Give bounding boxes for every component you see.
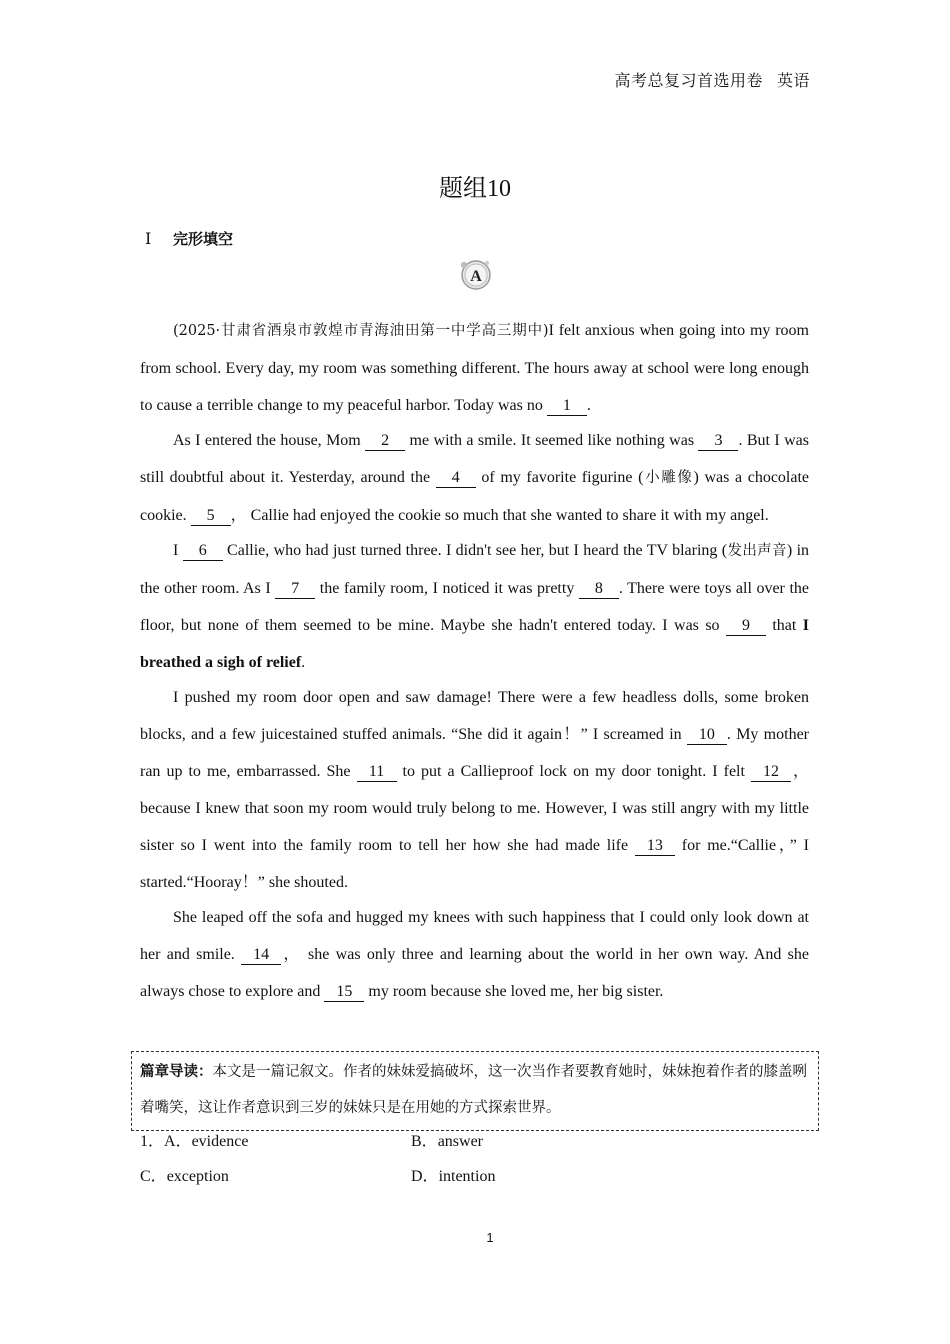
paragraph-4 xyxy=(140,679,809,901)
header-book-name: 高考总复习首选用卷 xyxy=(614,73,763,90)
blank-5[interactable]: 5 xyxy=(191,507,231,526)
text: to put a Callieproof lock on my door tonight. I felt xyxy=(396,763,751,780)
blank-1[interactable]: 1 xyxy=(547,397,587,416)
section-heading xyxy=(145,228,233,249)
option-c[interactable] xyxy=(140,1159,411,1194)
text: I xyxy=(173,542,183,559)
paragraph-2 xyxy=(140,422,809,534)
gloss-figurine: 小雕像 xyxy=(643,470,694,486)
blank-9[interactable]: 9 xyxy=(726,617,766,636)
text: my room because she loved me, her big sister. xyxy=(364,983,664,1000)
blank-7[interactable]: 7 xyxy=(275,580,315,599)
passage-source: (2025·甘肃省酒泉市敦煌市青海油田第一中学高三期中) xyxy=(173,323,549,339)
text: Callie, who had just turned three. I didn't see her, but I heard the TV blaring ( xyxy=(222,542,728,559)
blank-10[interactable]: 10 xyxy=(687,726,727,745)
cloze-passage xyxy=(140,312,809,1008)
options-row xyxy=(140,1159,809,1194)
option-letter: B． xyxy=(411,1133,438,1150)
option-a[interactable] xyxy=(140,1124,411,1159)
text: I pushed my room door open and saw damage! There were a few headless dolls, some broken blocks, and a few juicestained stuffed animals. “She did it again！” I screamed in xyxy=(140,689,809,743)
option-d[interactable] xyxy=(411,1159,682,1194)
text: . There were toys all over the floor, but none of them seemed to be mine. Maybe she hadn't entered today. I was so xyxy=(140,580,809,634)
blank-15[interactable]: 15 xyxy=(324,983,364,1002)
options-row xyxy=(140,1124,809,1159)
text: . My mother ran up to me, embarrassed. She xyxy=(140,726,810,780)
text: the family room, I noticed it was pretty xyxy=(315,580,579,597)
blank-4[interactable]: 4 xyxy=(436,469,476,488)
paragraph-1 xyxy=(140,312,809,424)
bold-phrase: I breathed a sigh of relief xyxy=(140,617,809,671)
blank-6[interactable]: 6 xyxy=(183,542,223,561)
blank-2[interactable]: 2 xyxy=(365,432,405,451)
gloss-blaring: 发出声音 xyxy=(727,543,787,559)
blank-14[interactable]: 14 xyxy=(241,946,281,965)
option-letter: A． xyxy=(164,1133,192,1150)
question-number: 1． xyxy=(140,1133,165,1150)
section-title: 完形填空 xyxy=(173,230,234,248)
blank-11[interactable]: 11 xyxy=(357,763,397,782)
text: As I entered the house, Mom xyxy=(173,432,366,449)
option-letter: D． xyxy=(411,1168,439,1185)
text: . xyxy=(301,654,306,671)
blank-13[interactable]: 13 xyxy=(635,837,675,856)
blank-12[interactable]: 12 xyxy=(751,763,791,782)
blank-8[interactable]: 8 xyxy=(579,580,619,599)
page-title: 题组10 xyxy=(439,176,511,202)
option-letter: C． xyxy=(140,1168,167,1185)
text: . But I was still doubtful about it. Yesterday, around the xyxy=(140,432,810,486)
option-text: intention xyxy=(438,1168,496,1185)
text: . xyxy=(586,397,591,414)
paragraph-5 xyxy=(140,899,809,1010)
question-1 xyxy=(140,1124,809,1194)
guide-text: 本文是一篇记叙文。作者的妹妹爱搞破坏，这一次当作者要教育她时，妹妹抱着作者的膝盖咧着嘴笑，这让作者意识到三岁的妹妹只是在用她的方式探索世界。 xyxy=(140,1064,807,1116)
text: ) in the other room. As I xyxy=(140,542,810,597)
text: She leaped off the sofa and hugged my knees with such happiness that I could only look down at her and smile. xyxy=(140,909,809,963)
text: that xyxy=(765,617,803,634)
text: for me.“Callie，” I started.“Hooray！” she shouted. xyxy=(140,837,810,891)
text: I felt anxious when going into my room from school. Every day, my room was something different. The hours away at school were long enough to cause a terrible change to my peaceful harbor. Today was no xyxy=(140,322,809,414)
text: me with a smile. It seemed like nothing was xyxy=(405,432,699,449)
option-text: exception xyxy=(166,1168,229,1185)
text: ) was a chocolate cookie. xyxy=(140,469,810,524)
paragraph-3 xyxy=(140,532,809,681)
guide-label: 篇章导读： xyxy=(140,1064,213,1080)
option-text: evidence xyxy=(191,1133,249,1150)
reading-guide-box xyxy=(131,1051,819,1131)
blank-3[interactable]: 3 xyxy=(698,432,738,451)
header-subject: 英语 xyxy=(776,73,810,90)
option-b[interactable] xyxy=(411,1124,682,1159)
text: ， she was only three and learning about the world in her own way. And she always chose to explore and xyxy=(140,946,809,1000)
option-text: answer xyxy=(437,1133,483,1150)
page-number: 1 xyxy=(486,1230,494,1245)
passage-a-badge-icon xyxy=(458,257,494,293)
page-header xyxy=(614,68,810,91)
text: ， Callie had enjoyed the cookie so much that she wanted to share it with my angel. xyxy=(230,507,769,524)
section-number: Ⅰ xyxy=(145,231,152,248)
text: ， because I knew that soon my room would truly belong to me. However, I was still angry with my little sister so I went into the family room to tell her how she had made life xyxy=(140,763,809,854)
passage-badge-letter: A xyxy=(470,268,482,285)
text: of my favorite figurine ( xyxy=(475,469,644,486)
